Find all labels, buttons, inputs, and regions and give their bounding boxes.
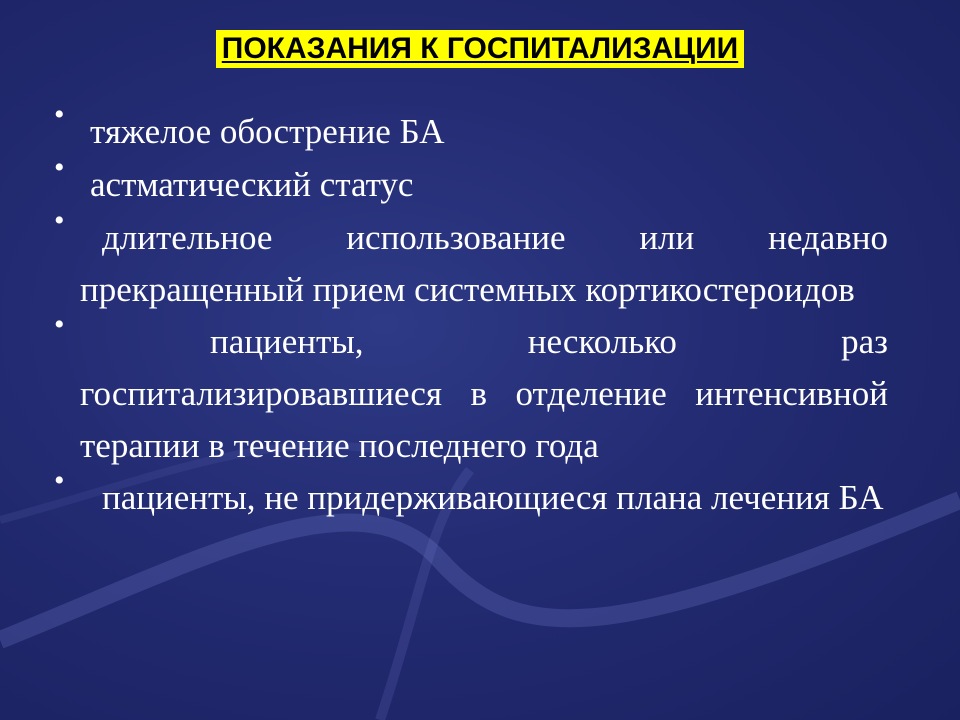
list-item — [54, 151, 888, 211]
slide-title-wrap — [0, 30, 960, 68]
bullet-icon: • — [54, 204, 65, 237]
bullet-icon: • — [54, 151, 65, 184]
list-item-text: пациенты, несколько раз госпитализировавшиеся в отделение интенсивной терапии в течение последнего года — [80, 322, 888, 465]
list-item — [54, 204, 888, 316]
list-item — [54, 98, 888, 158]
list-item — [54, 464, 888, 524]
slide-title: ПОКАЗАНИЯ К ГОСПИТАЛИЗАЦИИ — [216, 30, 744, 68]
bullet-list — [54, 98, 888, 524]
bullet-icon: • — [54, 98, 65, 131]
list-item-text: тяжелое обострение БА — [90, 112, 445, 151]
list-item-text: астматический статус — [90, 165, 414, 204]
list-item-text: пациенты, не придерживающиеся плана лечения БА — [102, 478, 884, 517]
list-item-text: длительное использование или недавно прекращенный прием системных кортикостероидов — [80, 218, 888, 309]
bullet-icon: • — [54, 464, 65, 497]
bullet-icon: • — [54, 308, 65, 341]
list-item — [54, 308, 888, 472]
